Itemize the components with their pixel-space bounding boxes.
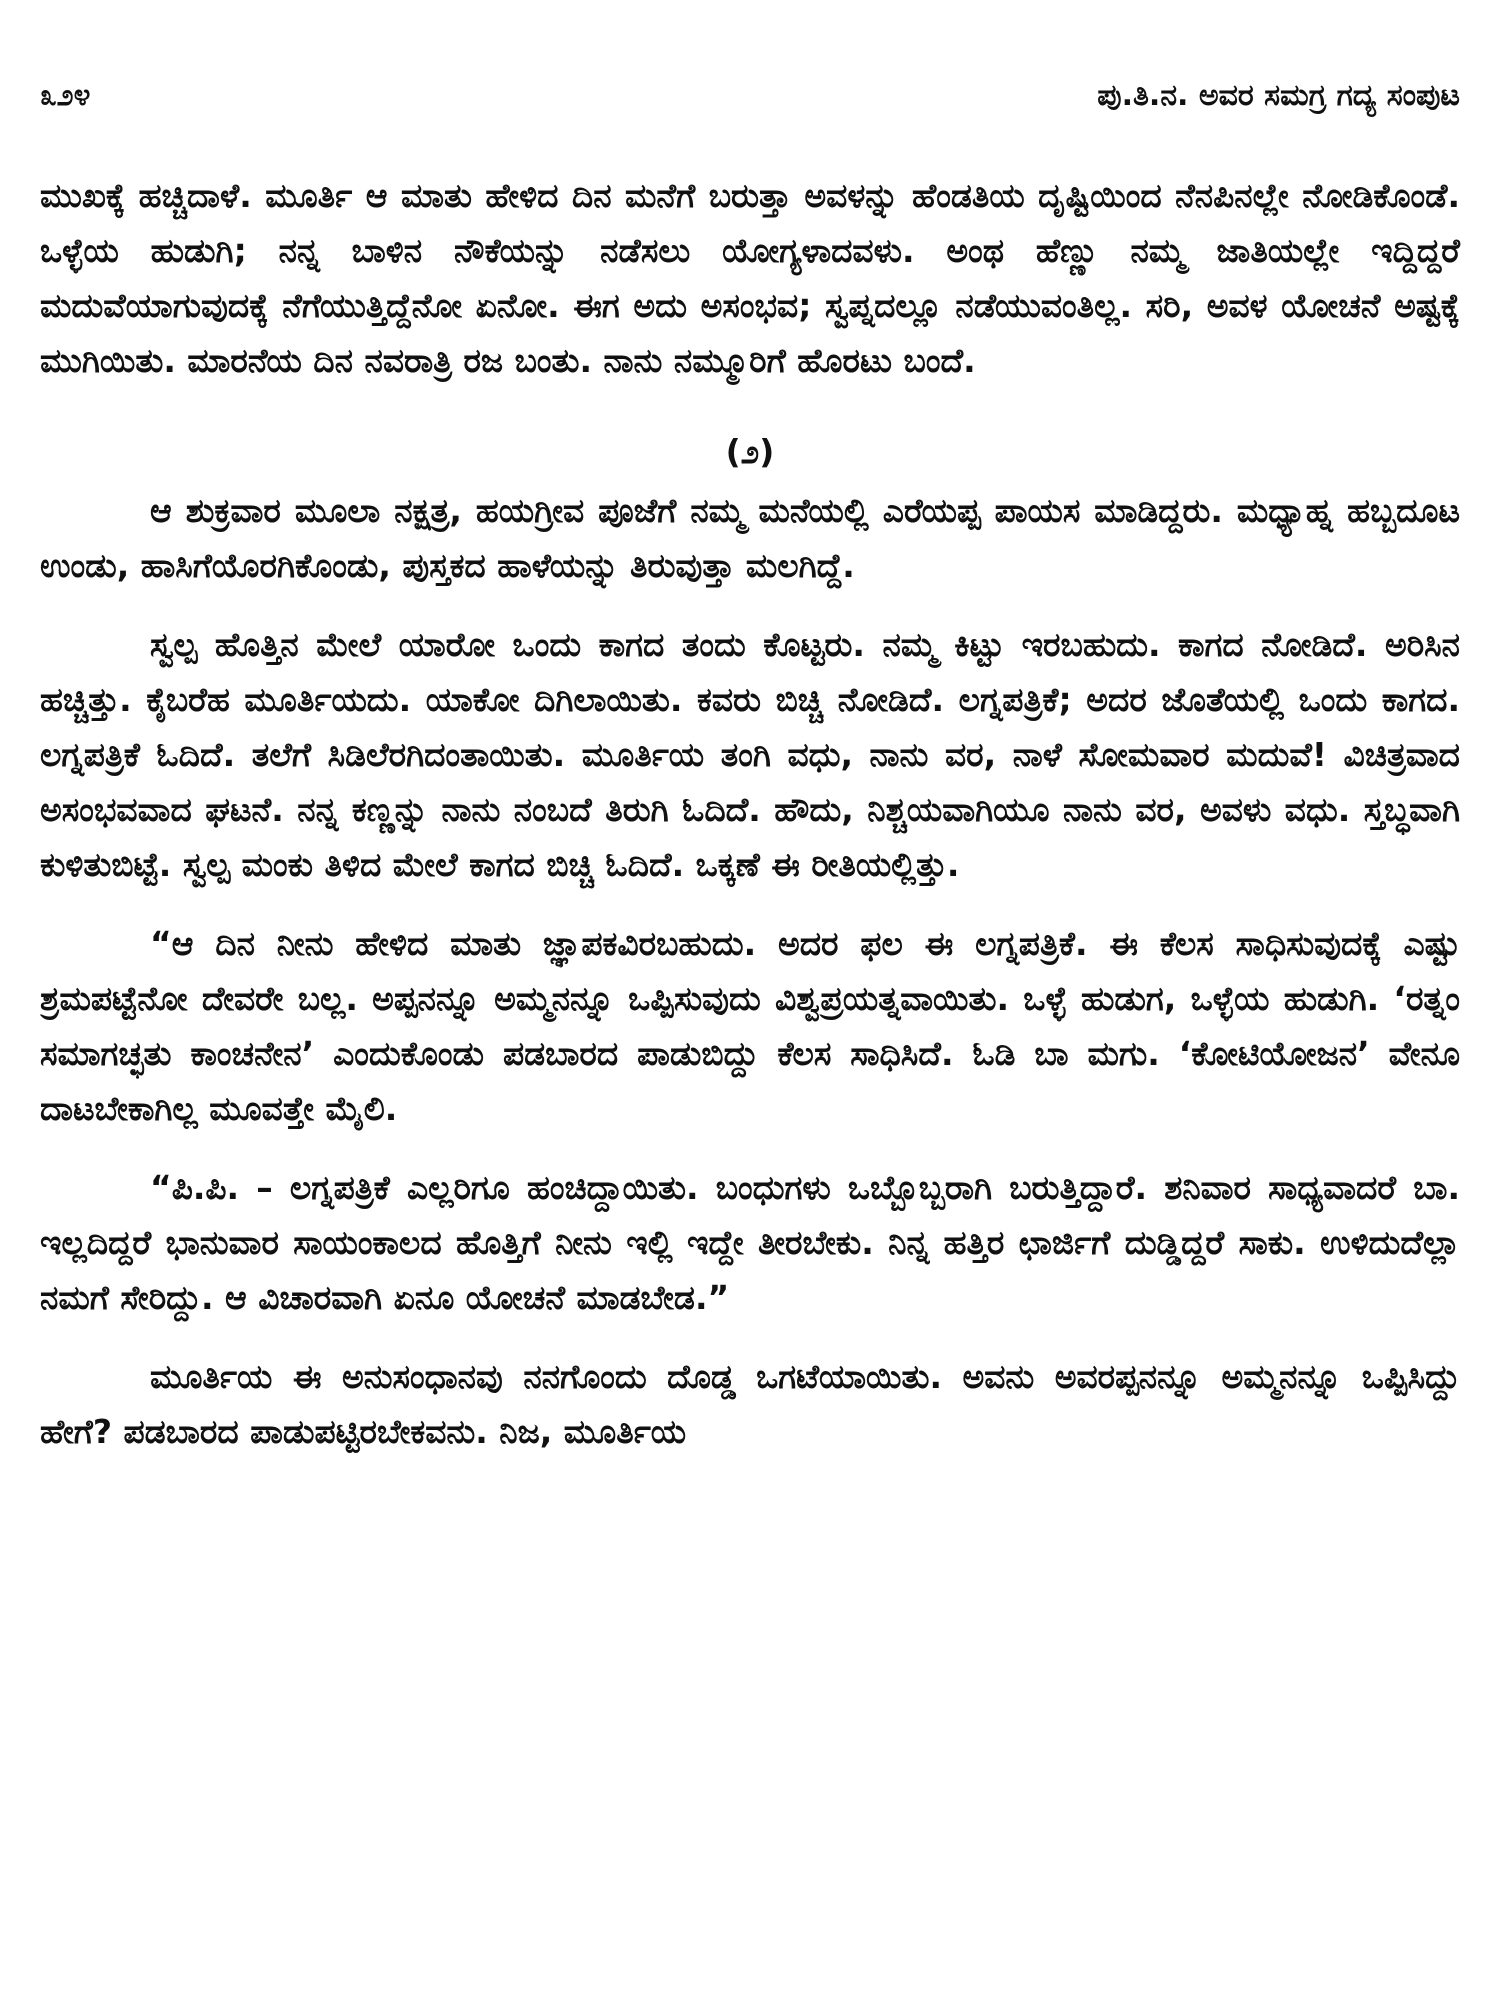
paragraph-gap (40, 1136, 1460, 1160)
body-text (40, 168, 1460, 1459)
book-title: ಪು.ತಿ.ನ. ಅವರ ಸಮಗ್ರ ಗದ್ಯ ಸಂಪುಟ (1097, 77, 1460, 113)
paragraph-continued: ಮುಖಕ್ಕೆ ಹಚ್ಚಿದಾಳೆ. ಮೂರ್ತಿ ಆ ಮಾತು ಹೇಳಿದ ದಿನ ಮನೆಗೆ ಬರುತ್ತಾ ಅವಳನ್ನು ಹೆಂಡತಿಯ ದೃಷ್ಟಿಯಿಂದ ನೆನಪಿನಲ್ಲೇ ನೋಡಿಕೊಂಡೆ. ಒಳ್ಳೆಯ ಹುಡುಗಿ; ನನ್ನ ಬಾಳಿನ ನೌಕೆಯನ್ನು ನಡೆಸಲು ಯೋಗ್ಯಳಾದವಳು. ಅಂಥ ಹೆಣ್ಣು ನಮ್ಮ ಜಾತಿಯಲ್ಲೇ ಇದ್ದಿದ್ದರೆ ಮದುವೆಯಾಗುವುದಕ್ಕೆ ನೆಗೆಯುತ್ತಿದ್ದೆನೋ ಏನೋ. ಈಗ ಅದು ಅಸಂಭವ; ಸ್ವಪ್ನದಲ್ಲೂ ನಡೆಯುವಂತಿಲ್ಲ. ಸರಿ, ಅವಳ ಯೋಚನೆ ಅಷ್ಟಕ್ಕೆ ಮುಗಿಯಿತು. ಮಾರನೆಯ ದಿನ ನವರಾತ್ರಿ ರಜ ಬಂತು. ನಾನು ನಮ್ಮೂರಿಗೆ ಹೊರಟು ಬಂದೆ. (40, 176, 1460, 380)
paragraph: ಸ್ವಲ್ಪ ಹೊತ್ತಿನ ಮೇಲೆ ಯಾರೋ ಒಂದು ಕಾಗದ ತಂದು ಕೊಟ್ಟರು. ನಮ್ಮ ಕಿಟ್ಟು ಇರಬಹುದು. ಕಾಗದ ನೋಡಿದೆ. ಅರಿಸಿನ ಹಚ್ಚಿತ್ತು. ಕೈಬರೆಹ ಮೂರ್ತಿಯದು. ಯಾಕೋ ದಿಗಿಲಾಯಿತು. ಕವರು ಬಿಚ್ಚಿ ನೋಡಿದೆ. ಲಗ್ನಪತ್ರಿಕೆ; ಅದರ ಜೊತೆಯಲ್ಲಿ ಒಂದು ಕಾಗದ. ಲಗ್ನಪತ್ರಿಕೆ ಓದಿದೆ. ತಲೆಗೆ ಸಿಡಿಲೆರಗಿದಂತಾಯಿತು. ಮೂರ್ತಿಯ ತಂಗಿ ವಧು, ನಾನು ವರ, ನಾಳೆ ಸೋಮವಾರ ಮದುವೆ! ವಿಚಿತ್ರವಾದ ಅಸಂಭವವಾದ ಘಟನೆ. ನನ್ನ ಕಣ್ಣನ್ನು ನಾನು ನಂಬದೆ ತಿರುಗಿ ಓದಿದೆ. ಹೌದು, ನಿಶ್ಚಯವಾಗಿಯೂ ನಾನು ವರ, ಅವಳು ವಧು. ಸ್ತಬ್ಧವಾಗಿ ಕುಳಿತುಬಿಟ್ಟೆ. ಸ್ವಲ್ಪ ಮಂಕು ತಿಳಿದ ಮೇಲೆ ಕಾಗದ ಬಿಚ್ಚಿ ಓದಿದೆ. ಒಕ್ಕಣೆ ಈ ರೀತಿಯಲ್ಲಿತ್ತು. (40, 625, 1460, 884)
paragraph: ಮೂರ್ತಿಯ ಈ ಅನುಸಂಧಾನವು ನನಗೊಂದು ದೊಡ್ಡ ಒಗಟೆಯಾಯಿತು. ಅವನು ಅವರಪ್ಪನನ್ನೂ ಅಮ್ಮನನ್ನೂ ಒಪ್ಪಿಸಿದ್ದು ಹೇಗೆ? ಪಡಬಾರದ ಪಾಡುಪಟ್ಟಿರಬೇಕವನು. ನಿಜ, ಮೂರ್ತಿಯ (40, 1357, 1460, 1451)
paragraph-postscript: “ಪಿ.ಪಿ. – ಲಗ್ನಪತ್ರಿಕೆ ಎಲ್ಲರಿಗೂ ಹಂಚಿದ್ದಾಯಿತು. ಬಂಧುಗಳು ಒಬ್ಬೊಬ್ಬರಾಗಿ ಬರುತ್ತಿದ್ದಾರೆ. ಶನಿವಾರ ಸಾಧ್ಯವಾದರೆ ಬಾ. ಇಲ್ಲದಿದ್ದರೆ ಭಾನುವಾರ ಸಾಯಂಕಾಲದ ಹೊತ್ತಿಗೆ ನೀನು ಇಲ್ಲಿ ಇದ್ದೇ ತೀರಬೇಕು. ನಿನ್ನ ಹತ್ತಿರ ಛಾರ್ಜಿಗೆ ದುಡ್ಡಿದ್ದರೆ ಸಾಕು. ಉಳಿದುದೆಲ್ಲಾ ನಮಗೆ ಸೇರಿದ್ದು. ಆ ವಿಚಾರವಾಗಿ ಏನೂ ಯೋಚನೆ ಮಾಡಬೇಡ.” (40, 1168, 1460, 1317)
paragraph-gap (40, 593, 1460, 617)
paragraph-letter: “ಆ ದಿನ ನೀನು ಹೇಳಿದ ಮಾತು ಜ್ಞಾಪಕವಿರಬಹುದು. ಅದರ ಫಲ ಈ ಲಗ್ನಪತ್ರಿಕೆ. ಈ ಕೆಲಸ ಸಾಧಿಸುವುದಕ್ಕೆ ಎಷ್ಟು ಶ್ರಮಪಟ್ಟೆನೋ ದೇವರೇ ಬಲ್ಲ. ಅಪ್ಪನನ್ನೂ ಅಮ್ಮನನ್ನೂ ಒಪ್ಪಿಸುವುದು ವಿಶ್ವಪ್ರಯತ್ನವಾಯಿತು. ಒಳ್ಳೆ ಹುಡುಗ, ಒಳ್ಳೆಯ ಹುಡುಗಿ. ‘ರತ್ನಂ ಸಮಾಗಚ್ಛತು ಕಾಂಚನೇನ’ ಎಂದುಕೊಂಡು ಪಡಬಾರದ ಪಾಡುಬಿದ್ದು ಕೆಲಸ ಸಾಧಿಸಿದೆ. ಓಡಿ ಬಾ ಮಗು. ‘ಕೋಟಿಯೋಜನ’ ವೇನೂ ದಾಟಬೇಕಾಗಿಲ್ಲ ಮೂವತ್ತೇ ಮೈಲಿ. (40, 924, 1460, 1128)
page-number: ೩೨೪ (40, 77, 91, 113)
paragraph-gap (40, 892, 1460, 916)
paragraph-gap (40, 1325, 1460, 1349)
section-number: (೨) (725, 432, 775, 471)
running-head (40, 70, 1460, 120)
paragraph: ಆ ಶುಕ್ರವಾರ ಮೂಲಾ ನಕ್ಷತ್ರ, ಹಯಗ್ರೀವ ಪೂಜೆಗೆ ನಮ್ಮ ಮನೆಯಲ್ಲಿ ಎರೆಯಪ್ಪ ಪಾಯಸ ಮಾಡಿದ್ದರು. ಮಧ್ಯಾಹ್ನ ಹಬ್ಬದೂಟ ಉಂಡು, ಹಾಸಿಗೆಯೊರಗಿಕೊಂಡು, ಪುಸ್ತಕದ ಹಾಳೆಯನ್ನು ತಿರುವುತ್ತಾ ಮಲಗಿದ್ದೆ. (40, 491, 1460, 585)
